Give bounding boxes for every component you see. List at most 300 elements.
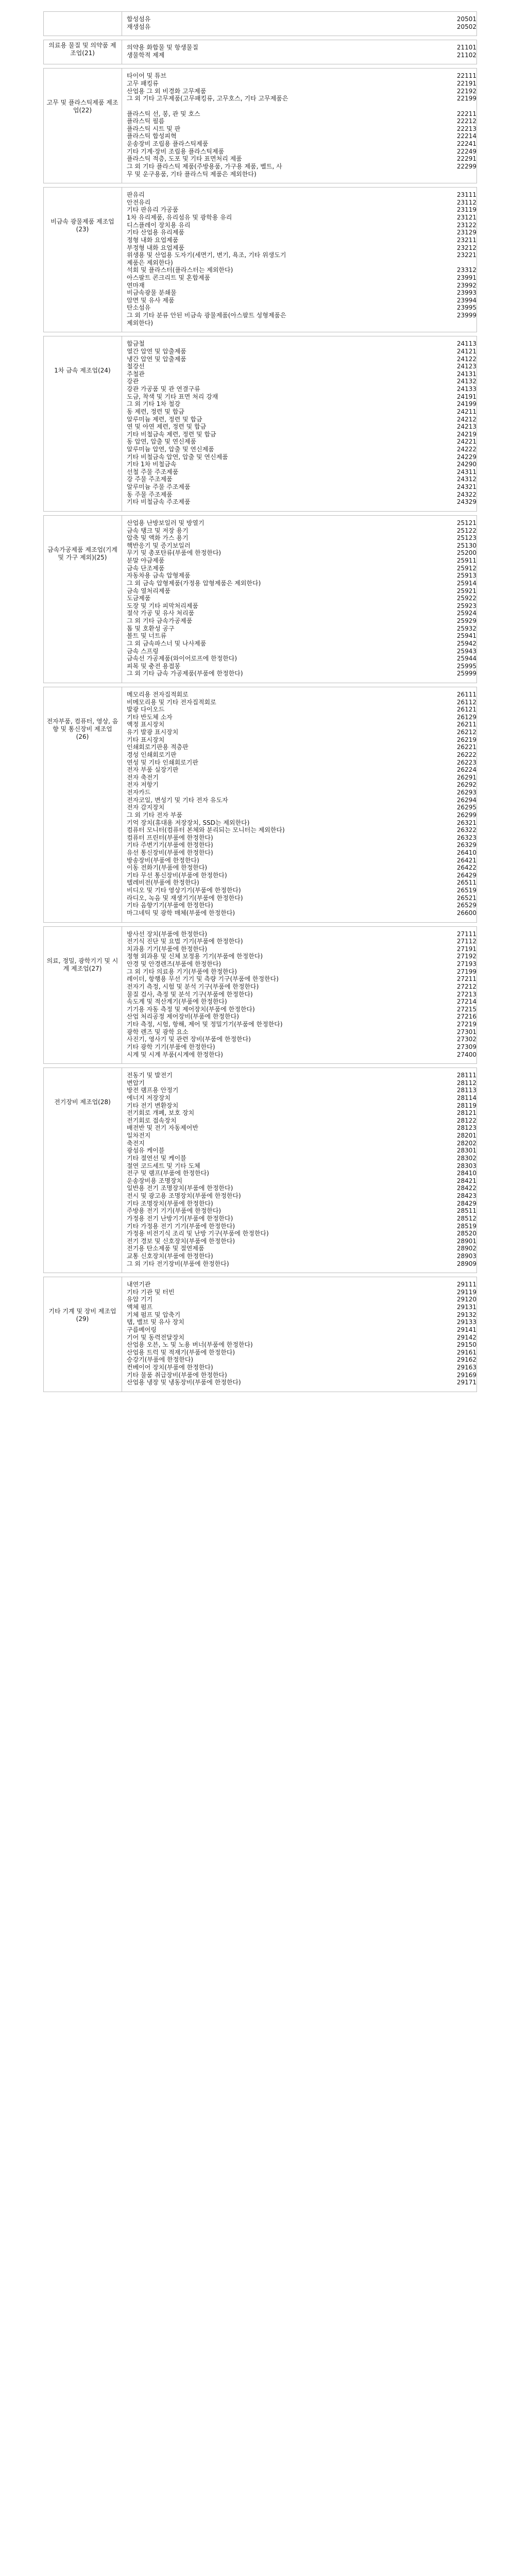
industry-code: 25912: [456, 564, 476, 572]
industry-category-label: 전자부품, 컴퓨터, 영상, 음향 및 통신장비 제조업(26): [46, 717, 118, 740]
industry-code: 27193: [456, 960, 476, 968]
product-item-name: 기체 펌프 및 압축기: [127, 1311, 181, 1318]
product-item-name: 비금속광물 분쇄물: [127, 289, 177, 297]
industry-code: 27309: [456, 1043, 476, 1050]
product-item-name: 무 및 운구용품, 기타 플라스틱 제품은 제외한다): [127, 170, 257, 178]
industry-code: 29131: [456, 1303, 476, 1311]
industry-code: 28302: [456, 1154, 476, 1162]
industry-code: 29120: [456, 1296, 476, 1303]
product-item-name: 산업용 난방보일러 및 방열기: [127, 519, 205, 527]
product-item-name: 전자카드: [127, 789, 151, 796]
table-border-vertical: [476, 515, 477, 683]
industry-code: 23991: [456, 274, 476, 281]
industry-code: 26329: [456, 841, 476, 849]
product-item-name: 주방용 전기 기기(부품에 한정한다): [127, 1207, 222, 1215]
industry-code: 24121: [456, 347, 476, 355]
industry-code: 26292: [456, 781, 476, 789]
industry-code: 28122: [456, 1116, 476, 1124]
product-item-name: 도금, 착색 및 기타 표면 처리 강재: [127, 393, 218, 400]
industry-code: 26322: [456, 826, 476, 834]
industry-code: 28410: [456, 1170, 476, 1177]
industry-code: 26519: [456, 887, 476, 894]
industry-code: 24133: [456, 385, 476, 393]
product-item-name: 유선 통신장비(부품에 한정한다): [127, 849, 213, 856]
industry-code: 27191: [456, 945, 476, 953]
industry-code: 28421: [456, 1177, 476, 1184]
product-item-name: 축전지: [127, 1139, 145, 1147]
product-item-name: 그 외 금속파스너 및 나사제품: [127, 639, 207, 647]
industry-code: 26529: [456, 902, 476, 909]
product-item-name: 재생섬유: [127, 23, 151, 30]
industry-code: 28422: [456, 1184, 476, 1192]
product-item-name: 제외한다): [127, 319, 154, 327]
product-item-name: 연성 및 기타 인쇄회로기판: [127, 758, 198, 766]
product-item-name: 액정 표시장치: [127, 721, 165, 728]
industry-category-label: 1차 금속 제조업(24): [54, 367, 111, 375]
table-border-vertical: [43, 1067, 44, 1273]
industry-code: 27219: [456, 1021, 476, 1028]
industry-code: 25923: [456, 602, 476, 609]
product-item-name: 도장 및 기타 피막처리제품: [127, 602, 198, 609]
table-border-vertical: [43, 40, 44, 64]
product-item-name: 산업용 그 외 비경화 고무제품: [127, 87, 207, 95]
product-item-name: 산업용 트럭 및 적재기(부품에 한정한다): [127, 1348, 235, 1356]
product-item-name: 전자기 측정, 시험 및 분석 기구(부품에 한정한다): [127, 982, 259, 990]
product-item-name: 기타 기관 및 터빈: [127, 1288, 175, 1296]
product-item-name: 기타 조명장치(부품에 한정한다): [127, 1199, 213, 1207]
product-item-name: 그 외 기타 금속 가공제품(부품에 한정한다): [127, 670, 243, 677]
product-item-name: 기타 표시장치: [127, 736, 165, 743]
industry-category-label: 의료, 정밀, 광학기기 및 시계 제조업(27): [46, 957, 118, 972]
product-item-name: 광섬유 케이블: [127, 1147, 165, 1155]
industry-code: 24219: [456, 430, 476, 438]
table-border-horizontal: [43, 922, 477, 923]
product-item-name: 기타 무선 통신장비(부품에 한정한다): [127, 871, 227, 879]
industry-code: 25200: [456, 549, 476, 557]
industry-code: 25130: [456, 541, 476, 549]
industry-code: 25999: [456, 670, 476, 677]
product-item-name: 기타 비철금속 주조제품: [127, 498, 191, 506]
industry-code: 28429: [456, 1199, 476, 1207]
product-item-name: 그 외 금속 압형제품(가정용 압형제품은 제외한다): [127, 579, 261, 587]
product-item-name: 금속선 가공제품(와이어로프에 한정한다): [127, 655, 237, 663]
product-item-name: 열간 압연 및 압출제품: [127, 347, 186, 355]
product-item-name: 판유리: [127, 191, 145, 199]
industry-code: 22299: [456, 162, 476, 170]
industry-code: 28520: [456, 1230, 476, 1238]
product-item-name: 정형 외과용 및 신체 보정용 기기(부품에 한정한다): [127, 953, 263, 960]
product-item-name: 사진기, 영사기 및 관련 장비(부품에 한정한다): [127, 1036, 251, 1043]
industry-code: 27214: [456, 998, 476, 1006]
industry-code: 29163: [456, 1364, 476, 1371]
product-item-name: 마그네틱 및 광학 매체(부품에 한정한다): [127, 909, 235, 917]
industry-code: 25944: [456, 655, 476, 663]
industry-code: 26129: [456, 713, 476, 721]
table-border-vertical: [476, 40, 477, 64]
industry-code: 24199: [456, 400, 476, 408]
industry-code: 29162: [456, 1356, 476, 1364]
product-item-name: 합성섬유: [127, 15, 151, 23]
product-item-name: 유기 발광 표시장치: [127, 728, 179, 736]
industry-code: 27199: [456, 968, 476, 975]
industry-code: 24229: [456, 453, 476, 461]
industry-code: 24321: [456, 483, 476, 491]
industry-code: 22211: [456, 110, 476, 117]
product-item-name: 전자 축전기: [127, 773, 159, 781]
product-item-name: 이동 전화기(부품에 한정한다): [127, 864, 208, 872]
product-item-name: 암면 및 유사 제품: [127, 296, 175, 304]
industry-code: 25943: [456, 647, 476, 655]
industry-code: 24213: [456, 423, 476, 431]
industry-code: 22291: [456, 155, 476, 163]
product-item-name: 방전 램프용 안정기: [127, 1087, 179, 1094]
industry-code: 25942: [456, 639, 476, 647]
industry-code: 27212: [456, 982, 476, 990]
product-item-name: 플라스틱 시트 및 판: [127, 125, 181, 132]
product-item-name: 그 외 기타 의료용 기기(부품에 한정한다): [127, 968, 237, 975]
industry-code: 27192: [456, 953, 476, 960]
industry-code: 27301: [456, 1028, 476, 1036]
industry-code: 25921: [456, 587, 476, 595]
industry-code: 23119: [456, 206, 476, 214]
table-border-vertical: [476, 687, 477, 922]
product-item-name: 생물학적 제제: [127, 51, 165, 59]
industry-code: 24322: [456, 490, 476, 498]
industry-code: 26121: [456, 706, 476, 714]
industry-code: 23999: [456, 312, 476, 319]
industry-code: 26294: [456, 796, 476, 804]
product-item-name: 플라스틱 적층, 도포 및 기타 표면처리 제품: [127, 155, 242, 163]
industry-code: 22191: [456, 80, 476, 88]
industry-code: 25932: [456, 624, 476, 632]
product-item-name: 전시 및 광고용 조명장치(부품에 한정한다): [127, 1192, 241, 1200]
table-border-vertical: [43, 68, 44, 183]
product-item-name: 그 외 기타 분류 안된 비금속 광물제품(아스팔트 성형제품은: [127, 312, 286, 319]
industry-code: 27111: [456, 930, 476, 938]
product-item-name: 에너지 저장장치: [127, 1094, 171, 1101]
product-item-name: 그 외 기타 고무제품(고무패킹류, 고무호스, 기타 고무제품은: [127, 95, 288, 103]
industry-code: 22241: [456, 140, 476, 148]
industry-code: 26295: [456, 804, 476, 811]
product-item-name: 전구 및 램프(부품에 한정한다): [127, 1170, 209, 1177]
product-item-name: 탄소섬유: [127, 304, 151, 312]
product-item-name: 비메모리용 및 기타 전자집적회로: [127, 698, 216, 706]
industry-code: 29141: [456, 1326, 476, 1333]
industry-category-label: 기타 기계 및 장비 제조업(29): [48, 1308, 116, 1323]
product-item-name: 구름베어링: [127, 1326, 157, 1333]
product-item-name: 기타 비철금속 압연, 압출 및 연신제품: [127, 453, 228, 461]
product-item-name: 알루미늄 주물 주조제품: [127, 483, 191, 491]
product-item-name: 운송장비 조립용 플라스틱제품: [127, 140, 209, 148]
industry-code: 29111: [456, 1281, 476, 1289]
product-item-name: 컴퓨터 모니터(컴퓨터 본체와 분리되는 모니터는 제외한다): [127, 826, 285, 834]
industry-category-label: 전기장비 제조업(28): [54, 1098, 111, 1106]
table-border-vertical: [43, 336, 44, 511]
product-item-name: 텔레비전(부품에 한정한다): [127, 879, 199, 887]
product-item-name: 금속 단조제품: [127, 564, 165, 572]
industry-code: 26111: [456, 690, 476, 698]
table-border-vertical: [43, 687, 44, 922]
table-border-vertical: [43, 515, 44, 683]
product-item-name: 그 외 기타 1차 철강: [127, 400, 181, 408]
product-item-name: 전자 저항기: [127, 781, 159, 789]
industry-code: 22212: [456, 117, 476, 125]
industry-code: 25922: [456, 595, 476, 602]
industry-code: 27400: [456, 1050, 476, 1058]
industry-code: 26221: [456, 743, 476, 751]
industry-code: 28303: [456, 1162, 476, 1170]
industry-code: 28114: [456, 1094, 476, 1101]
product-item-name: 자동차용 금속 압형제품: [127, 572, 191, 580]
product-item-name: 피복 및 충전 용접봉: [127, 662, 181, 670]
product-item-name: 비디오 및 기타 영상기기(부품에 한정한다): [127, 887, 241, 894]
industry-code: 26224: [456, 766, 476, 774]
product-item-name: 그 외 기타 플라스틱 제품(주방용품, 가구용 제품, 벨트, 사: [127, 162, 282, 170]
product-item-name: 기타 산업용 유리제품: [127, 229, 184, 236]
product-item-name: 알루미늄 제련, 정련 및 합금: [127, 415, 202, 423]
industry-code: 25913: [456, 572, 476, 580]
industry-code: 29132: [456, 1311, 476, 1318]
product-item-name: 플라스틱 필름: [127, 117, 165, 125]
product-item-name: 핵반응기 및 증기보일러: [127, 541, 191, 549]
product-item-name: 전기 경보 및 신호장치(부품에 한정한다): [127, 1237, 235, 1245]
product-item-name: 의약용 화합물 및 항생물질: [127, 44, 198, 52]
product-item-name: 내연기관: [127, 1281, 151, 1289]
product-item-name: 디스플레이 장치용 유리: [127, 221, 191, 229]
industry-code: 23211: [456, 236, 476, 244]
product-item-name: 플라스틱 선, 봉, 관 및 호스: [127, 110, 200, 117]
product-item-name: 주철관: [127, 370, 145, 378]
product-item-name: 물질 검사, 측정 및 분석 기구(부품에 한정한다): [127, 990, 253, 998]
industry-code: 24123: [456, 363, 476, 370]
industry-code: 20501: [456, 15, 476, 23]
industry-code: 28512: [456, 1214, 476, 1222]
product-item-name: 철강선: [127, 363, 145, 370]
product-item-name: 전기회로 개폐, 보호 장치: [127, 1109, 195, 1117]
industry-code: 28202: [456, 1139, 476, 1147]
product-item-name: 산업용 오븐, 노 및 노용 버너(부품에 한정한다): [127, 1341, 253, 1349]
industry-category-label: 고무 및 플라스틱제품 제조업(22): [46, 99, 118, 114]
industry-code: 22249: [456, 147, 476, 155]
industry-code: 29119: [456, 1288, 476, 1296]
product-item-name: 강관 가공품 및 관 연결구류: [127, 385, 200, 393]
table-border-horizontal: [43, 511, 477, 512]
industry-code: 26421: [456, 856, 476, 864]
industry-code: 26291: [456, 773, 476, 781]
product-item-name: 기억 장치(휴대용 저장장치, SSD는 제외한다): [127, 819, 250, 826]
industry-code: 26321: [456, 819, 476, 826]
product-item-name: 일반용 전기 조명장치(부품에 한정한다): [127, 1184, 233, 1192]
product-item-name: 기타 비철금속 제련, 정련 및 합금: [127, 430, 216, 438]
industry-code: 27112: [456, 938, 476, 945]
industry-code: 24221: [456, 438, 476, 446]
product-item-name: 레이더, 항행용 무선 기기 및 측량 기구(부품에 한정한다): [127, 975, 279, 983]
product-item-name: 아스팔트 콘크리트 및 혼합제품: [127, 274, 211, 281]
industry-code: 20502: [456, 23, 476, 30]
product-item-name: 배전반 및 전기 자동제어반: [127, 1124, 198, 1132]
product-item-name: 전동기 및 발전기: [127, 1072, 173, 1079]
table-border-vertical: [43, 11, 44, 36]
product-item-name: 컴퓨터 프린터(부품에 한정한다): [127, 834, 213, 841]
product-item-name: 속도계 및 적산계기(부품에 한정한다): [127, 998, 227, 1006]
product-item-name: 분말 야금제품: [127, 557, 165, 565]
industry-code: 22214: [456, 132, 476, 140]
industry-code: 28903: [456, 1252, 476, 1260]
industry-code: 23121: [456, 214, 476, 222]
table-border-vertical: [476, 187, 477, 332]
industry-code: 25123: [456, 534, 476, 542]
product-item-name: 기타 광학 기기(부품에 한정한다): [127, 1043, 215, 1050]
industry-code: 28511: [456, 1207, 476, 1215]
product-item-name: 산업용 냉장 및 냉동장비(부품에 한정한다): [127, 1379, 241, 1386]
industry-code: 25924: [456, 609, 476, 617]
industry-code: 26112: [456, 698, 476, 706]
industry-category-label: 비금속 광물제품 제조업(23): [50, 218, 114, 233]
product-item-name: 도금제품: [127, 595, 151, 602]
industry-category-label: 금속가공제품 제조업(기계 및 가구 제외)(25): [47, 546, 117, 561]
product-item-name: 인쇄회로기판용 적층판: [127, 743, 189, 751]
industry-code: 26410: [456, 849, 476, 856]
product-item-name: 석회 및 플라스터(플라스터는 제외한다): [127, 266, 233, 274]
industry-code: 29133: [456, 1318, 476, 1326]
industry-code: 26219: [456, 736, 476, 743]
industry-code: 25911: [456, 557, 476, 565]
industry-code: 26299: [456, 811, 476, 819]
industry-code: 24191: [456, 393, 476, 400]
product-item-name: 냉간 압연 및 압출제품: [127, 355, 186, 363]
product-item-name: 전자 감지장치: [127, 804, 165, 811]
product-item-name: 교통 신호장치(부품에 한정한다): [127, 1252, 213, 1260]
industry-code: 28909: [456, 1260, 476, 1267]
industry-code: 27302: [456, 1036, 476, 1043]
industry-code: 23992: [456, 281, 476, 289]
industry-code: 28121: [456, 1109, 476, 1117]
product-item-name: 기타 측정, 시험, 항해, 제어 및 정밀기기(부품에 한정한다): [127, 1021, 283, 1028]
product-item-name: 기타 절연선 및 케이블: [127, 1154, 186, 1162]
product-item-name: 안경 및 안경렌즈(부품에 한정한다): [127, 960, 222, 968]
industry-code: 29171: [456, 1379, 476, 1386]
industry-code: 24329: [456, 498, 476, 506]
product-item-name: 톱 및 호환성 공구: [127, 624, 175, 632]
product-item-name: 플라스틱 합성피혁: [127, 132, 177, 140]
product-item-name: 합금철: [127, 340, 145, 348]
product-item-name: 연 및 아연 제련, 정련 및 합금: [127, 423, 207, 431]
product-item-name: 광학 렌즈 및 광학 요소: [127, 1028, 189, 1036]
industry-code: 24311: [456, 468, 476, 476]
product-item-name: 기타 가정용 전기 기기(부품에 한정한다): [127, 1222, 235, 1230]
product-item-name: 압축 및 액화 가스 용기: [127, 534, 189, 542]
industry-code: 29142: [456, 1333, 476, 1341]
product-item-name: 금속 탱크 및 저장 용기: [127, 527, 189, 534]
industry-code: 25929: [456, 617, 476, 625]
product-item-name: 안전유리: [127, 198, 151, 206]
product-item-name: 절연 코드세트 및 기타 도체: [127, 1162, 200, 1170]
industry-code: 28119: [456, 1101, 476, 1109]
product-item-name: 산업 처리공정 제어장비(부품에 한정한다): [127, 1013, 239, 1021]
product-item-name: 전기용 탄소제품 및 절연제품: [127, 1245, 205, 1252]
product-item-name: 위생용 및 산업용 도자기(세면기, 변기, 욕조, 기타 위생도기: [127, 251, 286, 259]
industry-code: 29169: [456, 1371, 476, 1379]
product-item-name: 전기식 진단 및 요법 기기(부품에 한정한다): [127, 938, 243, 945]
industry-code: 22213: [456, 125, 476, 132]
product-item-name: 절삭 가공 및 유사 처리품: [127, 609, 195, 617]
industry-code: 25121: [456, 519, 476, 527]
industry-code: 25122: [456, 527, 476, 534]
industry-code: 22192: [456, 87, 476, 95]
product-item-name: 방송장비(부품에 한정한다): [127, 856, 199, 864]
industry-code: 28423: [456, 1192, 476, 1200]
table-border-horizontal: [43, 515, 477, 516]
product-item-name: 동 압연, 압출 및 연신제품: [127, 438, 196, 446]
product-item-name: 기타 반도체 소자: [127, 713, 173, 721]
industry-code: 23112: [456, 198, 476, 206]
product-item-name: 변압기: [127, 1079, 145, 1087]
table-border-vertical: [476, 68, 477, 183]
industry-code: 28519: [456, 1222, 476, 1230]
industry-code: 23122: [456, 221, 476, 229]
product-item-name: 정형 내화 요업제품: [127, 236, 179, 244]
product-item-name: 알루미늄 압연, 압출 및 연신제품: [127, 446, 214, 453]
table-border-horizontal: [43, 926, 477, 927]
industry-code: 24122: [456, 355, 476, 363]
industry-code: 22111: [456, 72, 476, 80]
industry-code: 24212: [456, 415, 476, 423]
table-border-vertical: [43, 187, 44, 332]
product-item-name: 라디오, 녹음 및 재생기기(부품에 한정한다): [127, 894, 243, 902]
industry-code: 28201: [456, 1132, 476, 1140]
industry-code: 26212: [456, 728, 476, 736]
industry-code: 28111: [456, 1072, 476, 1079]
industry-code: 23995: [456, 304, 476, 312]
product-item-name: 그 외 기타 전기장비(부품에 한정한다): [127, 1260, 229, 1267]
product-item-name: 강 주물 주조제품: [127, 476, 173, 483]
industry-code: 28112: [456, 1079, 476, 1087]
table-border-vertical: [476, 1277, 477, 1392]
product-item-name: 동 제련, 정련 및 합금: [127, 408, 184, 415]
industry-code: 23221: [456, 251, 476, 259]
product-item-name: 기타 물품 취급장비(부품에 한정한다): [127, 1371, 227, 1379]
industry-code: 26422: [456, 864, 476, 872]
industry-code: 26521: [456, 894, 476, 902]
industry-code: 24312: [456, 476, 476, 483]
industry-code: 26429: [456, 871, 476, 879]
industry-code: 24132: [456, 378, 476, 385]
industry-code: 27213: [456, 990, 476, 998]
product-item-name: 탭, 밸브 및 유사 장치: [127, 1318, 184, 1326]
product-item-name: 연마재: [127, 281, 145, 289]
industry-code: 26211: [456, 721, 476, 728]
product-item-name: 그 외 기타 금속가공제품: [127, 617, 193, 625]
product-item-name: 승강기(부품에 한정한다): [127, 1356, 194, 1364]
table-border-vertical: [43, 926, 44, 1064]
product-item-name: 기타 전기 변환장치: [127, 1101, 179, 1109]
product-item-name: 운송장비용 조명장치: [127, 1177, 183, 1184]
product-item-name: 선철 주물 주조제품: [127, 468, 179, 476]
table-border-vertical: [476, 11, 477, 36]
product-item-name: 그 외 기타 전자 부품: [127, 811, 182, 819]
product-item-name: 전자코일, 변성기 및 기타 전자 유도자: [127, 796, 228, 804]
industry-code: 26600: [456, 909, 476, 917]
table-border-horizontal: [43, 1067, 477, 1068]
industry-code: 26222: [456, 751, 476, 758]
industry-code: 24290: [456, 461, 476, 468]
industry-code: 25914: [456, 579, 476, 587]
industry-code: 27216: [456, 1013, 476, 1021]
product-item-name: 기타 판유리 가공품: [127, 206, 179, 214]
product-item-name: 동 주물 주조제품: [127, 490, 173, 498]
industry-code: 24222: [456, 446, 476, 453]
industry-code: 23993: [456, 289, 476, 297]
